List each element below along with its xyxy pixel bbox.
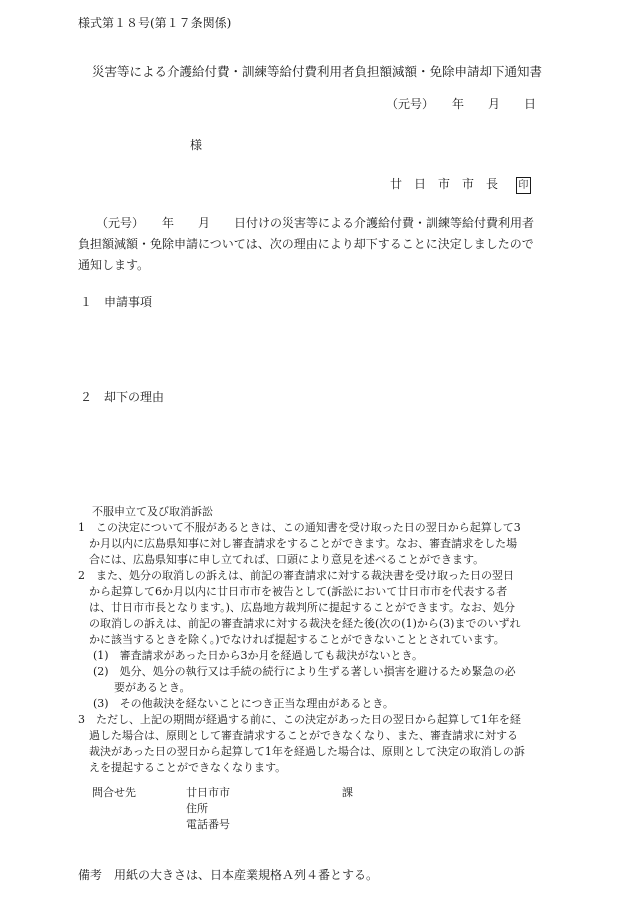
body-line-1: （元号） 年 月 日付けの災害等による介護給付費・訓練等給付費利用者: [96, 216, 535, 230]
notice-line: 裁決があった日の翌日から起算して1年を経過した場合は、原則として決定の取消しの訴: [89, 745, 525, 758]
notice-line: 1 この決定について不服があるときは、この通知書を受け取った日の翌日から起算して3: [78, 521, 521, 534]
issuer-name: 廿 日 市 市 長: [390, 177, 499, 191]
notice-heading: 不服申立て及び取消訴訟: [92, 505, 213, 518]
form-id: 様式第１８号(第１７条関係): [78, 16, 232, 30]
section-application-items: １ 申請事項: [80, 295, 153, 309]
notice-line: えを提起することができなくなります。: [89, 761, 287, 774]
notice-line: (3) その他裁決を経ないことにつき正当な理由があるとき。: [93, 697, 394, 710]
notice-line: から起算して6か月以内に廿日市市を被告として(訴訟において廿日市市を代表する者: [89, 585, 508, 598]
notice-line: (2) 処分、処分の執行又は手続の続行により生ずる著しい損害を避けるため緊急の必: [93, 665, 516, 678]
notice-line: 要があるとき。: [114, 681, 191, 694]
notice-line: 3 ただし、上記の期間が経過する前に、この決定があった日の翌日から起算して1年を経: [78, 713, 521, 726]
body-line-3: 通知します。: [78, 258, 150, 272]
notice-line: かに該当するときを除く。)でなければ提起することができないこととされています。: [89, 633, 505, 646]
notice-line: (1) 審査請求があった日から3か月を経過しても裁決がないとき。: [93, 649, 424, 662]
notice-line: 2 また、処分の取消しの訴えは、前記の審査請求に対する裁決書を受け取った日の翌日: [78, 569, 514, 582]
document-title: 災害等による介護給付費・訓練等給付費利用者負担額減額・免除申請却下通知書: [92, 64, 543, 79]
notice-line: 過した場合は、原則として審査請求することができなくなり、また、審査請求に対する: [89, 729, 518, 742]
remarks: 備考 用紙の大きさは、日本産業規格Ａ列４番とする。: [78, 868, 379, 882]
section-rejection-reason: ２ 却下の理由: [80, 390, 165, 404]
contact-label: 問合せ先: [92, 786, 136, 799]
contact-address: 住所: [186, 802, 208, 815]
notice-line: か月以内に広島県知事に対し審査請求をすることができます。なお、審査請求をした場: [89, 537, 518, 550]
notice-line: の取消しの訴えは、前記の審査請求に対する裁決を経た後(次の(1)から(3)までのいずれ: [89, 617, 521, 630]
body-line-2: 負担額減額・免除申請については、次の理由により却下することに決定しましたので: [78, 237, 534, 251]
contact-phone: 電話番号: [186, 818, 230, 831]
notice-line: 合には、広島県知事に申し立てれば、口頭により意見を述べることができます。: [89, 553, 485, 566]
addressee-suffix: 様: [190, 138, 203, 152]
contact-city: 廿日市市: [186, 786, 230, 799]
contact-division: 課: [342, 786, 353, 799]
seal-mark: 印: [516, 177, 531, 194]
issuer: [390, 175, 531, 194]
notice-line: は、廿日市市長となります。)、広島地方裁判所に提起することができます。なお、処分: [89, 601, 516, 614]
date-line: （元号） 年 月 日: [386, 97, 537, 111]
